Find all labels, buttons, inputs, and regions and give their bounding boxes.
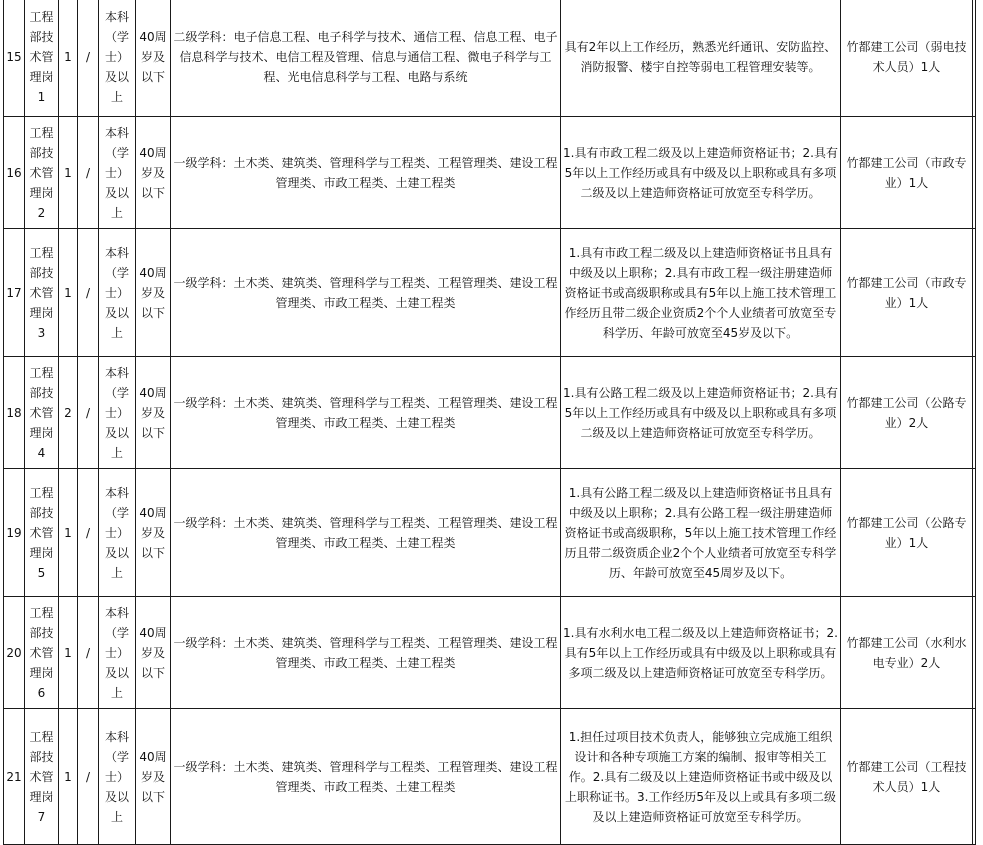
position-count: 2 [59, 357, 78, 469]
table-row [4, 0, 976, 117]
age-requirement: 40周岁及以下 [136, 597, 171, 709]
hiring-unit: 竹都建工公司（弱电技术人员）1人 [841, 0, 973, 117]
other-requirements: 1.具有公路工程二级及以上建造师资格证书；2.具有5年以上工作经历或具有中级及以上职称或具有多项二级及以上建造师资格证可放宽至专科学历。 [561, 357, 841, 469]
age-requirement: 40周岁及以下 [136, 0, 171, 117]
major-requirement: 二级学科：电子信息工程、电子科学与技术、通信工程、信息工程、电子信息科学与技术、电信工程及管理、信息与通信工程、微电子科学与工程、光电信息科学与工程、电路与系统 [171, 0, 561, 117]
edge-column [973, 357, 976, 469]
row-index: 19 [4, 469, 25, 597]
hiring-unit: 竹都建工公司（市政专业）1人 [841, 229, 973, 357]
education-requirement: 本科（学士）及以上 [99, 229, 136, 357]
hiring-unit: 竹都建工公司（市政专业）1人 [841, 117, 973, 229]
table-row [4, 357, 976, 469]
position-count: 1 [59, 469, 78, 597]
hiring-unit: 竹都建工公司（公路专业）1人 [841, 469, 973, 597]
other-requirements: 1.具有水利水电工程二级及以上建造师资格证书；2.具有5年以上工作经历或具有中级及以上职称或具有多项二级及以上建造师资格证可放宽至专科学历。 [561, 597, 841, 709]
position-count: 1 [59, 0, 78, 117]
row-index: 16 [4, 117, 25, 229]
row-index: 17 [4, 229, 25, 357]
empty-marker: / [78, 357, 99, 469]
empty-marker: / [78, 117, 99, 229]
empty-marker: / [78, 469, 99, 597]
hiring-unit: 竹都建工公司（工程技术人员）1人 [841, 709, 973, 845]
position-count: 1 [59, 597, 78, 709]
row-index: 21 [4, 709, 25, 845]
position-title: 工程部技术管理岗7 [25, 709, 59, 845]
major-requirement: 一级学科：土木类、建筑类、管理科学与工程类、工程管理类、建设工程管理类、市政工程类、土建工程类 [171, 709, 561, 845]
table-row [4, 469, 976, 597]
major-requirement: 一级学科：土木类、建筑类、管理科学与工程类、工程管理类、建设工程管理类、市政工程类、土建工程类 [171, 117, 561, 229]
hiring-unit: 竹都建工公司（水利水电专业）2人 [841, 597, 973, 709]
position-title: 工程部技术管理岗6 [25, 597, 59, 709]
position-title: 工程部技术管理岗5 [25, 469, 59, 597]
education-requirement: 本科（学士）及以上 [99, 357, 136, 469]
other-requirements: 1.具有公路工程二级及以上建造师资格证书且具有中级及以上职称；2.具有公路工程一级注册建造师资格证书或高级职称，5年以上施工技术管理工作经历且带二级资质企业2个个人业绩者可放宽至专科学历、年龄可放宽至45周岁及以下。 [561, 469, 841, 597]
position-title: 工程部技术管理岗1 [25, 0, 59, 117]
empty-marker: / [78, 0, 99, 117]
position-title: 工程部技术管理岗3 [25, 229, 59, 357]
edge-column [973, 597, 976, 709]
edge-column [973, 117, 976, 229]
position-count: 1 [59, 709, 78, 845]
position-title: 工程部技术管理岗2 [25, 117, 59, 229]
major-requirement: 一级学科：土木类、建筑类、管理科学与工程类、工程管理类、建设工程管理类、市政工程类、土建工程类 [171, 597, 561, 709]
edge-column [973, 469, 976, 597]
education-requirement: 本科（学士）及以上 [99, 117, 136, 229]
table-row [4, 117, 976, 229]
education-requirement: 本科（学士）及以上 [99, 0, 136, 117]
edge-column [973, 709, 976, 845]
recruitment-table [3, 0, 976, 845]
table-row [4, 709, 976, 845]
education-requirement: 本科（学士）及以上 [99, 597, 136, 709]
row-index: 15 [4, 0, 25, 117]
education-requirement: 本科（学士）及以上 [99, 469, 136, 597]
age-requirement: 40周岁及以下 [136, 117, 171, 229]
edge-column [973, 229, 976, 357]
table-row [4, 229, 976, 357]
position-title: 工程部技术管理岗4 [25, 357, 59, 469]
empty-marker: / [78, 709, 99, 845]
empty-marker: / [78, 597, 99, 709]
row-index: 20 [4, 597, 25, 709]
age-requirement: 40周岁及以下 [136, 229, 171, 357]
other-requirements: 1.具有市政工程二级及以上建造师资格证书且具有中级及以上职称；2.具有市政工程一级注册建造师资格证书或高级职称或具有5年以上施工技术管理工作经历且带二级企业资质2个个人业绩者可放宽至专科学历、年龄可放宽至45岁及以下。 [561, 229, 841, 357]
empty-marker: / [78, 229, 99, 357]
position-count: 1 [59, 117, 78, 229]
edge-column [973, 0, 976, 117]
major-requirement: 一级学科：土木类、建筑类、管理科学与工程类、工程管理类、建设工程管理类、市政工程类、土建工程类 [171, 357, 561, 469]
major-requirement: 一级学科：土木类、建筑类、管理科学与工程类、工程管理类、建设工程管理类、市政工程类、土建工程类 [171, 469, 561, 597]
education-requirement: 本科（学士）及以上 [99, 709, 136, 845]
other-requirements: 1.具有市政工程二级及以上建造师资格证书；2.具有5年以上工作经历或具有中级及以上职称或具有多项二级及以上建造师资格证可放宽至专科学历。 [561, 117, 841, 229]
other-requirements: 1.担任过项目技术负责人，能够独立完成施工组织设计和各种专项施工方案的编制、报审等相关工作。2.具有二级及以上建造师资格证书或中级及以上职称证书。3.工作经历5年及以上或具有多项二级及以上建造师资格证可放宽至专科学历。 [561, 709, 841, 845]
age-requirement: 40周岁及以下 [136, 357, 171, 469]
age-requirement: 40周岁及以下 [136, 469, 171, 597]
row-index: 18 [4, 357, 25, 469]
position-count: 1 [59, 229, 78, 357]
major-requirement: 一级学科：土木类、建筑类、管理科学与工程类、工程管理类、建设工程管理类、市政工程类、土建工程类 [171, 229, 561, 357]
age-requirement: 40周岁及以下 [136, 709, 171, 845]
hiring-unit: 竹都建工公司（公路专业）2人 [841, 357, 973, 469]
table-row [4, 597, 976, 709]
other-requirements: 具有2年以上工作经历，熟悉光纤通讯、安防监控、消防报警、楼宇自控等弱电工程管理安装等。 [561, 0, 841, 117]
